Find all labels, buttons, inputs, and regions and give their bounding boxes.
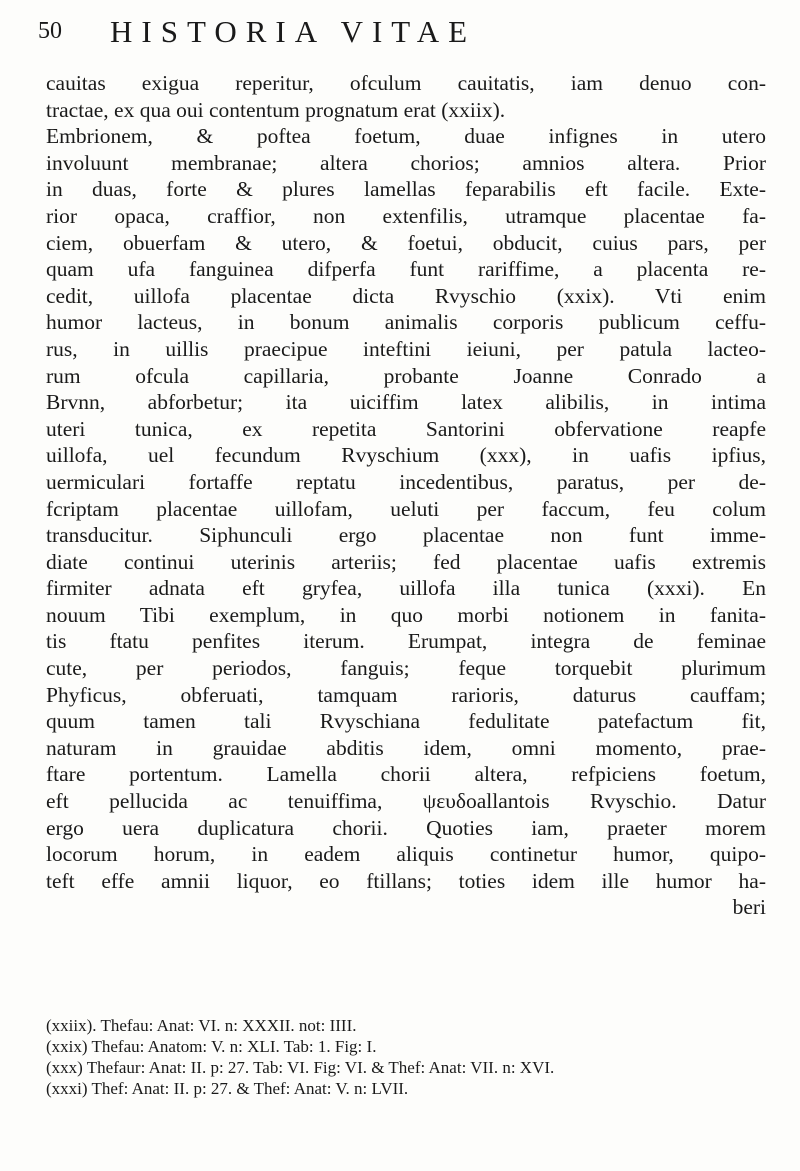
text-line: teft effe amnii liquor, eo ftillans; toties idem ille humor ha- (46, 868, 766, 893)
page-header (38, 14, 760, 54)
text-line: quam ufa fanguinea difperfa funt rariffime, a placenta re- (46, 257, 766, 282)
text-line: naturam in grauidae abditis idem, omni momento, prae- (46, 735, 766, 760)
footnote: (xxx) Thefaur: Anat: II. p: 27. Tab: VI. Fig: VI. & Thef: Anat: VII. n: XVI. (46, 1058, 555, 1077)
running-head: HISTORIA VITAE (110, 14, 477, 49)
footnote: (xxiix). Thefau: Anat: VI. n: XXXII. not: IIII. (46, 1016, 357, 1035)
text-line: ftare portentum. Lamella chorii altera, refpiciens foetum, (46, 762, 766, 787)
text-line: rus, in uillis praecipue inteftini ieiuni, per patula lacteo- (46, 336, 766, 361)
text-line: Phyficus, obferuati, tamquam rarioris, daturus cauffam; (46, 682, 766, 707)
page-number: 50 (38, 18, 62, 44)
text-line: Embrionem, & poftea foetum, duae infignes in utero (46, 124, 766, 149)
text-line: quum tamen tali Rvyschiana fedulitate patefactum fit, (46, 709, 766, 734)
text-line: fcriptam placentae uillofam, ueluti per faccum, feu colum (46, 496, 766, 521)
text-line: rum ofcula capillaria, probante Joanne Conrado a (46, 363, 766, 388)
text-line: uteri tunica, ex repetita Santorini obfervatione reapfe (46, 416, 766, 441)
text-line: transducitur. Siphunculi ergo placentae non funt imme- (46, 523, 766, 548)
text-line: uillofa, uel fecundum Rvyschium (xxx), in uafis ipfius, (46, 443, 766, 468)
footnote: (xxxi) Thef: Anat: II. p: 27. & Thef: Anat: V. n: LVII. (46, 1079, 409, 1098)
text-line: cute, per periodos, fanguis; feque torquebit plurimum (46, 656, 766, 681)
text-line: cauitas exigua reperitur, ofculum cauitatis, iam denuo con- (46, 71, 766, 95)
text-line: locorum horum, in eadem aliquis continetur humor, quipo- (46, 842, 766, 867)
text-line: ciem, obuerfam & utero, & foetui, obducit, cuius pars, per (46, 230, 766, 255)
text-line: Brvnn, abforbetur; ita uiciffim latex alibilis, in intima (46, 390, 766, 415)
text-line: in duas, forte & plures lamellas feparabilis eft facile. Exte- (46, 177, 766, 202)
catchword: beri (732, 895, 766, 920)
text-line: ergo uera duplicatura chorii. Quoties iam, praeter morem (46, 815, 766, 840)
text-line: uermiculari fortaffe reptatu incedentibus, paratus, per de- (46, 469, 766, 494)
text-line: humor lacteus, in bonum animalis corporis publicum ceffu- (46, 310, 766, 335)
text-line: involuunt membranae; altera chorios; amnios altera. Prior (46, 150, 766, 175)
text-line: firmiter adnata eft gryfea, uillofa illa tunica (xxxi). En (46, 576, 766, 601)
text-line: cedit, uillofa placentae dicta Rvyschio (xxix). Vti enim (46, 283, 766, 308)
text-line: tis ftatu penfites iterum. Erumpat, integra de feminae (46, 629, 766, 654)
footnote: (xxix) Thefau: Anatom: V. n: XLI. Tab: 1. Fig: I. (46, 1037, 377, 1056)
text-line: eft pellucida ac tenuiffima, ψευδoallantois Rvyschio. Datur (46, 789, 766, 814)
text-line: tractae, ex qua oui contentum prognatum erat (xxiix). (46, 97, 506, 122)
footnotes (46, 1015, 766, 1099)
text-line: nouum Tibi exemplum, in quo morbi notionem in fanita- (46, 602, 766, 627)
main-text (46, 70, 766, 921)
text-line: rior opaca, craffior, non extenfilis, utramque placentae fa- (46, 203, 766, 228)
text-line: diate continui uterinis arteriis; fed placentae uafis extremis (46, 549, 766, 574)
